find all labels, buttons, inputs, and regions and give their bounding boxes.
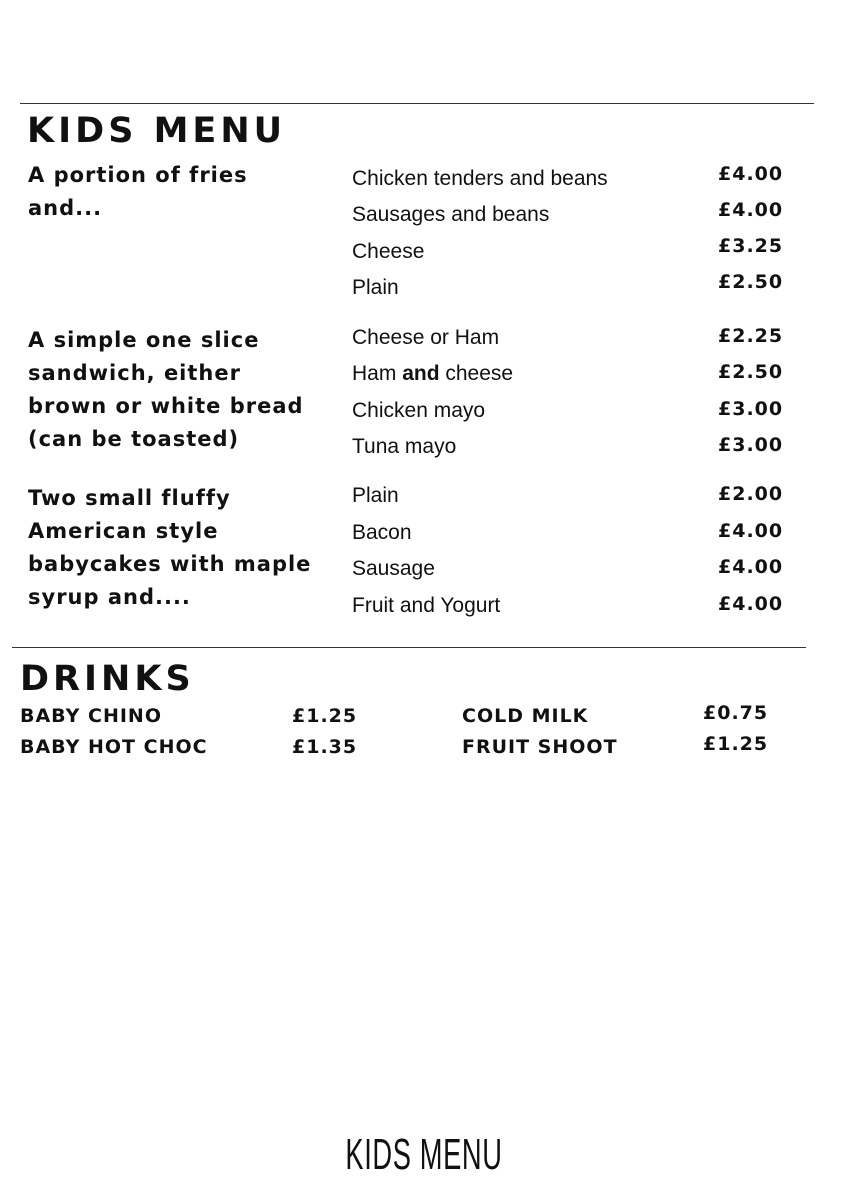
drink-name: BABY CHINO (20, 705, 162, 727)
item-name-emphasis: and (402, 362, 440, 385)
menu-item: Fruit and Yogurt (352, 594, 501, 617)
menu-item-price: £3.00 (718, 434, 784, 456)
drink-name: FRUIT SHOOT (462, 736, 618, 758)
menu-item: Tuna mayo (352, 435, 457, 458)
kids-menu-title: KIDS MENU (27, 111, 287, 151)
menu-item: Chicken mayo (352, 399, 486, 422)
top-divider (20, 103, 814, 104)
menu-item-price: £3.00 (718, 398, 784, 420)
menu-item-price: £2.50 (718, 271, 784, 293)
menu-item: Bacon (352, 521, 412, 544)
menu-item-price: £2.25 (718, 325, 784, 347)
menu-item-price: £4.00 (718, 556, 784, 578)
drinks-title: DRINKS (20, 659, 195, 699)
menu-item: Sausages and beans (352, 203, 550, 226)
menu-item: Plain (352, 276, 399, 299)
section-sandwich-description: A simple one slice sandwich, either brown or white bread (can be toasted) (28, 328, 304, 451)
drinks-divider (12, 647, 806, 648)
drink-price: £1.35 (292, 736, 358, 758)
item-name-part: cheese (439, 362, 514, 385)
menu-item-price: £2.50 (718, 361, 784, 383)
menu-item: Sausage (352, 557, 435, 580)
menu-item: Plain (352, 484, 399, 507)
drink-price: £1.25 (703, 733, 769, 755)
menu-item-price: £3.25 (718, 235, 784, 257)
menu-item (352, 363, 513, 384)
drink-price: £1.25 (292, 705, 358, 727)
menu-item: Cheese or Ham (352, 326, 500, 349)
drink-name: COLD MILK (462, 705, 589, 727)
menu-item-price: £4.00 (718, 593, 784, 615)
section-babycakes-description: Two small fluffy American style babycakes with maple syrup and.... (28, 486, 312, 609)
menu-item-price: £4.00 (718, 199, 784, 221)
footer-label: KIDS MENU (345, 1130, 503, 1179)
menu-item-price: £2.00 (718, 483, 784, 505)
menu-item-price: £4.00 (718, 520, 784, 542)
drink-name: BABY HOT CHOC (20, 736, 208, 758)
menu-item: Cheese (352, 240, 425, 263)
menu-item: Chicken tenders and beans (352, 167, 608, 190)
drink-price: £0.75 (703, 702, 769, 724)
section-fries-description: A portion of fries and... (28, 163, 248, 220)
item-name-part: Ham (352, 362, 403, 385)
menu-item-price: £4.00 (718, 163, 784, 185)
